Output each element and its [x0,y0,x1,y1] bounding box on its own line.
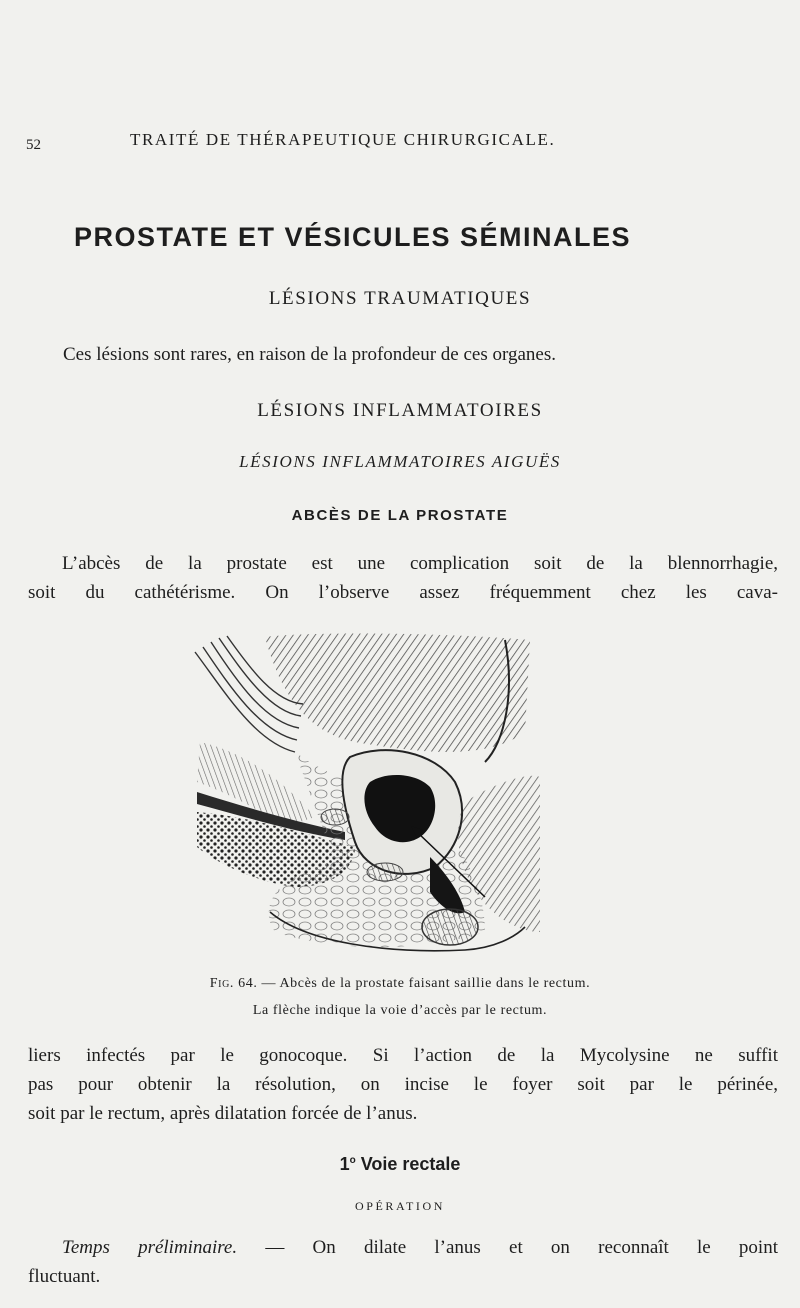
figure-label: Fig. 64. [209,976,258,991]
paragraph-line: soit du cathétérisme. On l’observe assez fréquemment chez les cava- [28,582,778,603]
heading-inflammatory-lesions: LÉSIONS INFLAMMATOIRES [257,400,543,421]
figure-prostate-abscess [185,632,545,967]
paragraph-line: soit par le rectum, après dilatation forcée de l’anus. [28,1103,418,1124]
paragraph-line: liers infectés par le gonocoque. Si l’action de la Mycolysine ne suffit [28,1045,778,1066]
running-header: TRAITÉ DE THÉRAPEUTIQUE CHIRURGICALE. [130,130,556,149]
paragraph-preliminary [28,1233,778,1291]
italic-term: Temps préliminaire. [62,1237,238,1258]
section-number-sup: o [349,1155,356,1166]
subheading-prostate-abscess: ABCÈS DE LA PROSTATE [291,507,509,524]
subheading-acute-lesions: LÉSIONS INFLAMMATOIRES AIGUËS [239,452,561,471]
heading-traumatic-lesions: LÉSIONS TRAUMATIQUES [268,288,532,309]
paragraph-line: L’abcès de la prostate est une complication soit de la blennorrhagie, [62,553,778,574]
operation-heading: OPÉRATION [354,1199,446,1213]
figure-caption-line [0,976,800,992]
section-number: 1 [339,1154,350,1174]
paragraph-traumatic: Ces lésions sont rares, en raison de la profondeur de ces organes. [63,344,556,365]
paragraph-line-rest: — On dilate l’anus et on reconnaît le point [237,1237,778,1258]
figure-caption-line-2: La flèche indique la voie d’accès par le rectum. [252,1003,548,1018]
section-rectal-route-title [0,1154,800,1175]
paragraph-line: pas pour obtenir la résolution, on incise le foyer soit par le périnée, [28,1074,778,1095]
paragraph-abscess [28,549,778,607]
page-number: 52 [26,137,41,153]
paragraph-treatment [28,1041,778,1128]
anatomical-illustration [185,632,545,962]
caption-text: — Abcès de la prostate faisant saillie dans le rectum. [257,976,591,991]
section-title-text: Voie rectale [355,1154,461,1174]
chapter-title: PROSTATE ET VÉSICULES SÉMINALES [74,222,632,252]
paragraph-line: fluctuant. [28,1266,101,1287]
paragraph-line [28,1233,778,1262]
